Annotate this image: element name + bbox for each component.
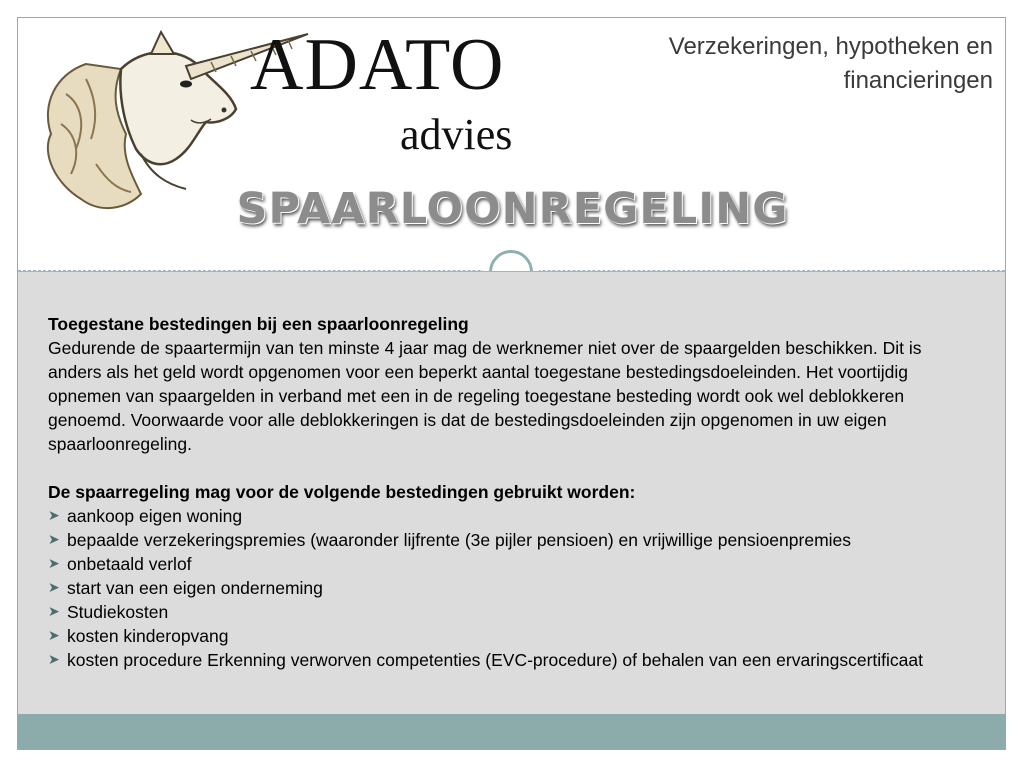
arrow-bullet-icon: ➤ (48, 628, 60, 644)
list-item (48, 600, 978, 624)
slide-title: SPAARLOONREGELING (236, 184, 789, 234)
section-paragraph: Gedurende de spaartermijn van ten minste 4 jaar mag de werknemer niet over de spaargelden beschikken. Dit is anders als het geld wordt opgenomen voor een beperkt aantal toegestane bestedingsdoeleinden. Het voortijdig opnemen van spaargelden in verband met een in de regeling toegestane besteding wordt ook wel deblokkeren genoemd. Voorwaarde voor alle deblokkeringen is dat de bestedingsdoeleinden zijn opgenomen in uw eigen spaarloonregeling. (48, 338, 922, 454)
content-panel (18, 271, 1005, 716)
list-item-text: Studiekosten (67, 602, 169, 622)
list-item-text: onbetaald verlof (67, 554, 192, 574)
body-text (48, 312, 978, 672)
list-item-text: kosten procedure Erkenning verworven competenties (EVC-procedure) of behalen van een ervaringscertificaat (67, 650, 924, 670)
spacer (48, 456, 978, 480)
arrow-bullet-icon: ➤ (48, 532, 60, 548)
list-item (48, 576, 978, 600)
arrow-bullet-icon: ➤ (48, 508, 60, 524)
tagline: Verzekeringen, hypotheken en financieringen (668, 33, 993, 94)
list-item (48, 504, 978, 528)
bestedingen-list (48, 504, 978, 672)
list-item (48, 528, 978, 552)
slide-header (18, 18, 1005, 271)
list-item-text: bepaalde verzekeringspremies (waaronder lijfrente (3e pijler pensioen) en vrijwillige pensioenpremies (67, 530, 852, 550)
arrow-bullet-icon: ➤ (48, 652, 60, 668)
arrow-bullet-icon: ➤ (48, 556, 60, 572)
list-item-text: start van een eigen onderneming (67, 578, 323, 598)
list-item-text: kosten kinderopvang (67, 626, 229, 646)
section-heading: Toegestane bestedingen bij een spaarloonregeling (48, 314, 469, 334)
arrow-bullet-icon: ➤ (48, 604, 60, 620)
list-item (48, 552, 978, 576)
footer-bar (18, 714, 1005, 749)
arrow-bullet-icon: ➤ (48, 580, 60, 596)
section-heading: De spaarregeling mag voor de volgende bestedingen gebruikt worden: (48, 482, 636, 502)
slide (17, 17, 1006, 750)
list-item (48, 648, 978, 672)
brand-name: ADATO (250, 24, 505, 106)
list-item (48, 624, 978, 648)
brand-subtitle: advies (400, 110, 513, 159)
list-item-text: aankoop eigen woning (67, 506, 243, 526)
